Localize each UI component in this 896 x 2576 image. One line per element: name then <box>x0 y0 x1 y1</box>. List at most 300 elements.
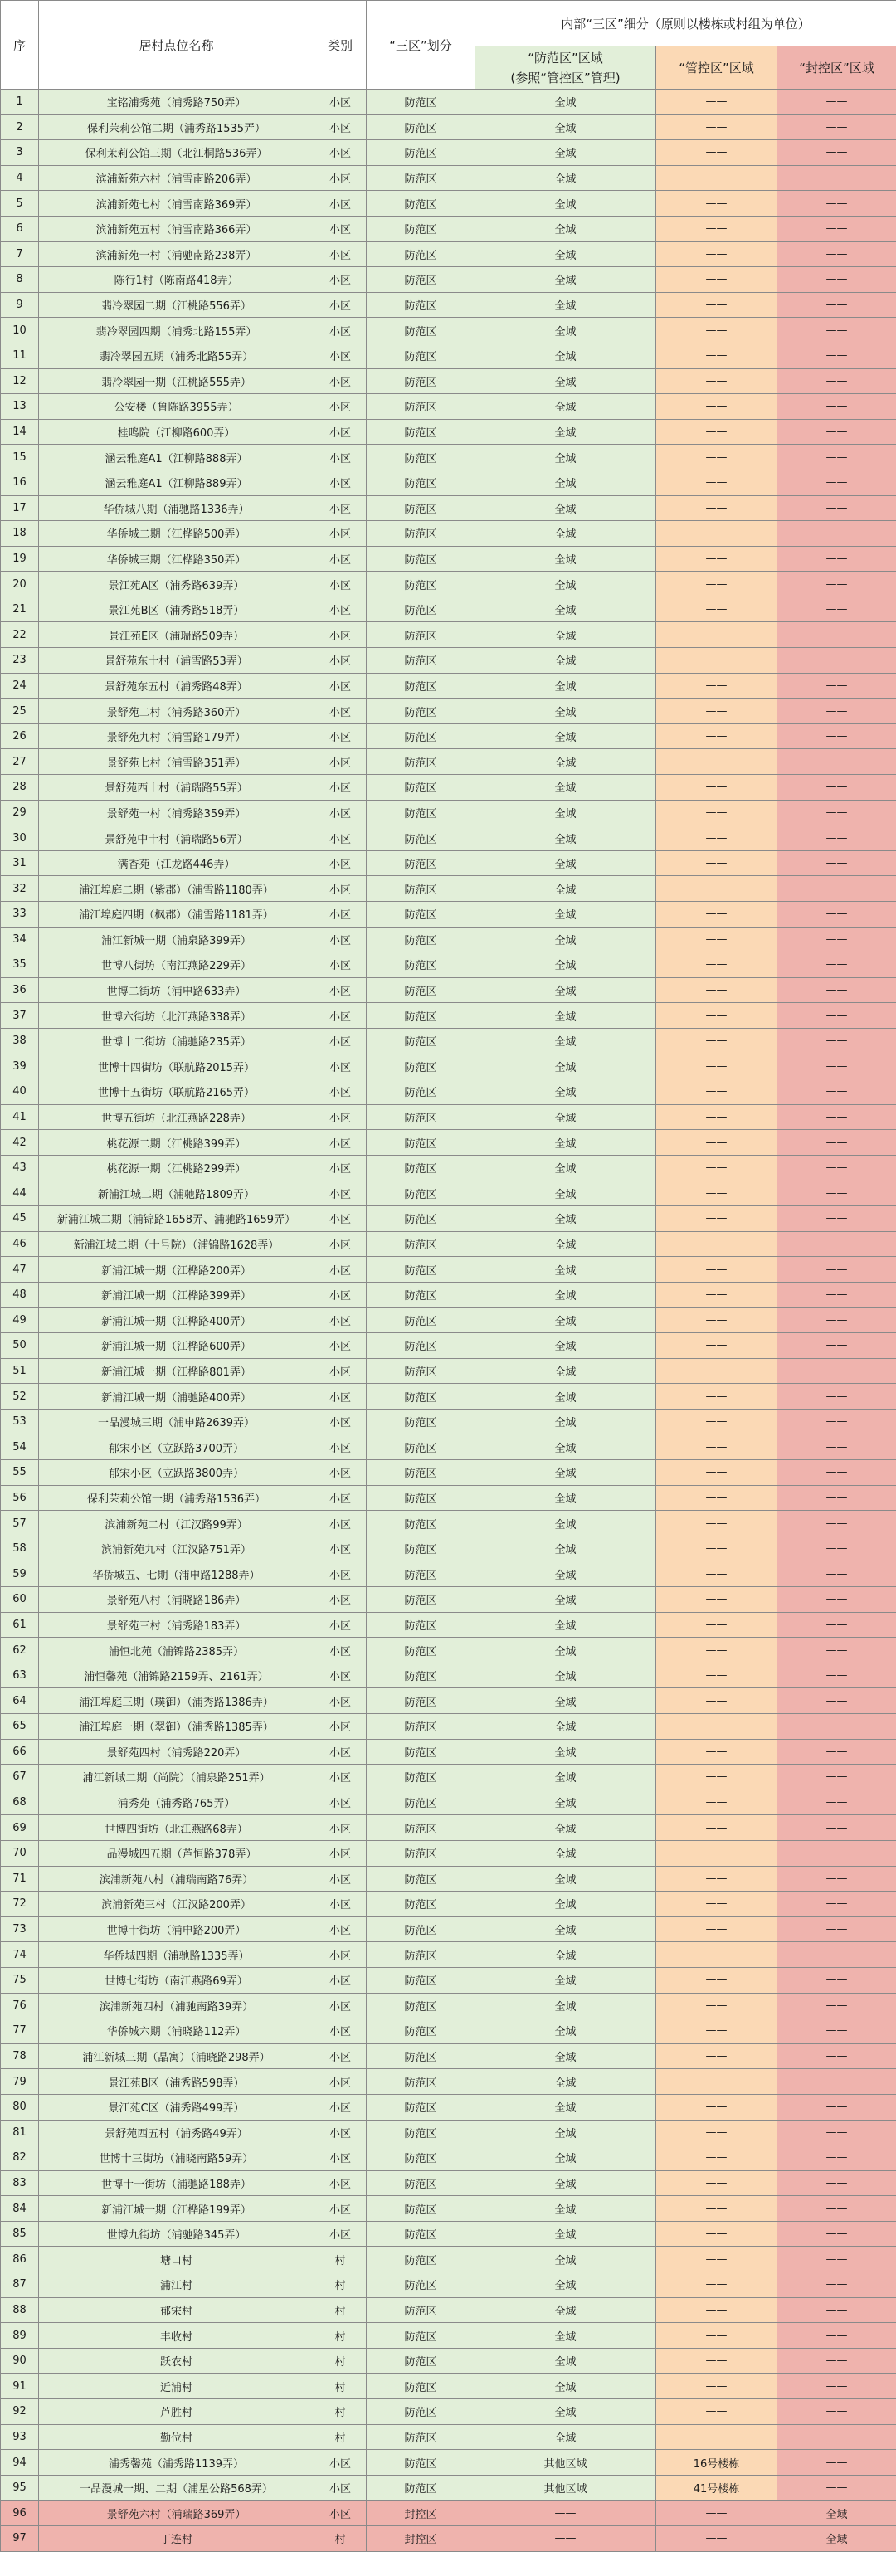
cell-seq: 3 <box>1 140 39 166</box>
cell-site-name: 桃花源一期（江桃路299弄） <box>39 1155 314 1181</box>
cell-fangfan: 全域 <box>475 1181 656 1206</box>
cell-fangfan: 全域 <box>475 1511 656 1536</box>
cell-category: 小区 <box>314 1638 367 1663</box>
cell-site-name: 新浦江城一期（江桦路399弄） <box>39 1282 314 1307</box>
cell-site-name: 景舒苑东十村（浦雪路53弄） <box>39 648 314 674</box>
table-row <box>1 2374 896 2399</box>
col-header-inner-subdivision: 内部“三区”细分（原则以楼栋或村组为单位） <box>475 1 896 46</box>
cell-seq: 60 <box>1 1587 39 1613</box>
cell-seq: 93 <box>1 2424 39 2450</box>
cell-site-name: 新浦江城一期（浦驰路400弄） <box>39 1384 314 1410</box>
cell-seq: 6 <box>1 216 39 241</box>
table-row <box>1 165 896 191</box>
cell-category: 小区 <box>314 191 367 217</box>
cell-fangfan: 全域 <box>475 2043 656 2069</box>
cell-category: 小区 <box>314 2196 367 2222</box>
cell-zone: 防范区 <box>367 597 475 622</box>
table-row <box>1 2221 896 2247</box>
table-row <box>1 2247 896 2272</box>
table-row <box>1 2475 896 2501</box>
cell-guankong: —— <box>656 1460 777 1486</box>
cell-zone: 防范区 <box>367 850 475 876</box>
cell-guankong: —— <box>656 419 777 445</box>
col-header-fangfan <box>475 46 656 90</box>
cell-zone: 防范区 <box>367 1511 475 1536</box>
cell-category: 小区 <box>314 2120 367 2145</box>
table-row <box>1 2526 896 2552</box>
cell-seq: 81 <box>1 2120 39 2145</box>
cell-fengkong: —— <box>777 1181 896 1206</box>
cell-site-name: 翡冷翠园一期（江桃路555弄） <box>39 368 314 394</box>
cell-fengkong: —— <box>777 1384 896 1410</box>
cell-zone: 防范区 <box>367 1384 475 1410</box>
cell-category: 小区 <box>314 2450 367 2476</box>
cell-fengkong: —— <box>777 2323 896 2349</box>
cell-fengkong: —— <box>777 2374 896 2399</box>
col-header-name: 居村点位名称 <box>39 1 314 90</box>
cell-seq: 52 <box>1 1384 39 1410</box>
cell-seq: 92 <box>1 2399 39 2425</box>
cell-fengkong: —— <box>777 1409 896 1434</box>
cell-site-name: 浦江埠庭二期（紫郡）（浦雪路1180弄） <box>39 876 314 902</box>
cell-zone: 防范区 <box>367 749 475 775</box>
table-row <box>1 1942 896 1968</box>
cell-zone: 防范区 <box>367 2323 475 2349</box>
cell-site-name: 滨浦新苑八村（浦瑞南路76弄） <box>39 1866 314 1892</box>
cell-zone: 防范区 <box>367 2094 475 2120</box>
table-row <box>1 1536 896 1561</box>
cell-fangfan: 全域 <box>475 2399 656 2425</box>
cell-fangfan: 全域 <box>475 495 656 521</box>
table-body <box>1 90 896 2552</box>
cell-guankong: —— <box>656 648 777 674</box>
cell-site-name: 世博七街坊（南江燕路69弄） <box>39 1967 314 1993</box>
cell-fengkong: —— <box>777 1155 896 1181</box>
table-row <box>1 1028 896 1054</box>
cell-fangfan: 全域 <box>475 1688 656 1714</box>
cell-fengkong: —— <box>777 2424 896 2450</box>
cell-site-name: 景江苑C区（浦秀路499弄） <box>39 2094 314 2120</box>
cell-zone: 防范区 <box>367 775 475 801</box>
cell-fangfan: 全域 <box>475 673 656 699</box>
cell-site-name: 桃花源二期（江桃路399弄） <box>39 1130 314 1156</box>
cell-guankong: —— <box>656 2297 777 2323</box>
cell-guankong: —— <box>656 1079 777 1105</box>
cell-seq: 64 <box>1 1688 39 1714</box>
cell-seq: 27 <box>1 749 39 775</box>
cell-fangfan: 全域 <box>475 977 656 1003</box>
cell-guankong: —— <box>656 977 777 1003</box>
cell-zone: 防范区 <box>367 1079 475 1105</box>
cell-fangfan: 全域 <box>475 2145 656 2171</box>
cell-seq: 4 <box>1 165 39 191</box>
cell-site-name: 新浦江城二期（十号院）（浦锦路1628弄） <box>39 1231 314 1257</box>
cell-fengkong: 全域 <box>777 2526 896 2552</box>
cell-category: 小区 <box>314 1688 367 1714</box>
table-row <box>1 1815 896 1841</box>
cell-fengkong: —— <box>777 267 896 293</box>
cell-seq: 42 <box>1 1130 39 1156</box>
table-row <box>1 2348 896 2374</box>
cell-fangfan: 全域 <box>475 216 656 241</box>
cell-zone: 防范区 <box>367 1612 475 1638</box>
cell-seq: 46 <box>1 1231 39 1257</box>
cell-seq: 66 <box>1 1739 39 1765</box>
cell-category: 村 <box>314 2348 367 2374</box>
table-row <box>1 2120 896 2145</box>
table-row <box>1 1511 896 1536</box>
table-row <box>1 2145 896 2171</box>
cell-fangfan: —— <box>475 2501 656 2526</box>
cell-fengkong: —— <box>777 292 896 318</box>
cell-category: 小区 <box>314 1409 367 1434</box>
cell-seq: 80 <box>1 2094 39 2120</box>
cell-seq: 55 <box>1 1460 39 1486</box>
cell-site-name: 华侨城五、七期（浦申路1288弄） <box>39 1561 314 1587</box>
cell-fengkong: —— <box>777 1257 896 1283</box>
cell-seq: 2 <box>1 114 39 140</box>
cell-category: 小区 <box>314 1790 367 1815</box>
cell-seq: 84 <box>1 2196 39 2222</box>
cell-fengkong: —— <box>777 2069 896 2095</box>
cell-site-name: 涵云雅庭A1（江柳路888弄） <box>39 445 314 470</box>
cell-fangfan: 全域 <box>475 1739 656 1765</box>
cell-guankong: —— <box>656 470 777 495</box>
table-row <box>1 191 896 217</box>
cell-fangfan: 其他区域 <box>475 2475 656 2501</box>
cell-fengkong: —— <box>777 521 896 547</box>
cell-category: 小区 <box>314 977 367 1003</box>
cell-zone: 防范区 <box>367 2475 475 2501</box>
cell-site-name: 景舒苑八村（浦晓路186弄） <box>39 1587 314 1613</box>
cell-category: 小区 <box>314 318 367 343</box>
cell-fengkong: —— <box>777 775 896 801</box>
cell-fengkong: —— <box>777 1587 896 1613</box>
cell-fengkong: —— <box>777 749 896 775</box>
cell-zone: 防范区 <box>367 368 475 394</box>
cell-site-name: 新浦江城二期（浦驰路1809弄） <box>39 1181 314 1206</box>
cell-site-name: 浦秀馨苑（浦秀路1139弄） <box>39 2450 314 2476</box>
table-row <box>1 1384 896 1410</box>
cell-guankong: —— <box>656 2526 777 2552</box>
cell-category: 小区 <box>314 394 367 420</box>
cell-guankong: —— <box>656 622 777 648</box>
cell-zone: 防范区 <box>367 1307 475 1333</box>
cell-seq: 12 <box>1 368 39 394</box>
cell-site-name: 世博二街坊（浦申路633弄） <box>39 977 314 1003</box>
cell-seq: 73 <box>1 1916 39 1942</box>
cell-site-name: 世博十三街坊（浦晓南路59弄） <box>39 2145 314 2171</box>
cell-guankong: —— <box>656 699 777 724</box>
cell-zone: 防范区 <box>367 1206 475 1232</box>
table-row <box>1 825 896 851</box>
cell-guankong: —— <box>656 445 777 470</box>
table-row <box>1 1181 896 1206</box>
cell-seq: 36 <box>1 977 39 1003</box>
cell-fengkong: —— <box>777 2221 896 2247</box>
cell-zone: 防范区 <box>367 902 475 928</box>
cell-seq: 37 <box>1 1003 39 1029</box>
cell-zone: 防范区 <box>367 394 475 420</box>
cell-fangfan: 全域 <box>475 1104 656 1130</box>
cell-category: 小区 <box>314 622 367 648</box>
cell-fengkong: —— <box>777 2348 896 2374</box>
cell-fangfan: 全域 <box>475 546 656 572</box>
cell-fengkong: —— <box>777 1536 896 1561</box>
cell-fengkong: —— <box>777 1815 896 1841</box>
cell-seq: 48 <box>1 1282 39 1307</box>
cell-fangfan: 全域 <box>475 90 656 115</box>
cell-fangfan: 全域 <box>475 394 656 420</box>
cell-zone: 防范区 <box>367 876 475 902</box>
cell-fengkong: —— <box>777 927 896 952</box>
cell-fangfan: 全域 <box>475 2247 656 2272</box>
cell-guankong: —— <box>656 1840 777 1866</box>
cell-fangfan: 全域 <box>475 1714 656 1740</box>
cell-zone: 防范区 <box>367 1054 475 1079</box>
cell-fangfan: 全域 <box>475 1663 656 1688</box>
cell-fangfan: 全域 <box>475 699 656 724</box>
cell-fengkong: —— <box>777 1739 896 1765</box>
table-row <box>1 876 896 902</box>
cell-site-name: 景舒苑一村（浦秀路359弄） <box>39 800 314 825</box>
cell-category: 小区 <box>314 1866 367 1892</box>
cell-fengkong: —— <box>777 1714 896 1740</box>
cell-fangfan: 全域 <box>475 2094 656 2120</box>
cell-zone: 防范区 <box>367 2399 475 2425</box>
cell-category: 小区 <box>314 292 367 318</box>
cell-seq: 53 <box>1 1409 39 1434</box>
cell-site-name: 一品漫城四五期（芦恒路378弄） <box>39 1840 314 1866</box>
cell-fengkong: —— <box>777 191 896 217</box>
cell-fangfan: 全域 <box>475 521 656 547</box>
cell-fangfan: 全域 <box>475 2272 656 2298</box>
cell-guankong: —— <box>656 1916 777 1942</box>
table-row <box>1 114 896 140</box>
cell-zone: 防范区 <box>367 114 475 140</box>
cell-guankong: —— <box>656 927 777 952</box>
cell-seq: 54 <box>1 1434 39 1460</box>
cell-zone: 防范区 <box>367 241 475 267</box>
cell-seq: 62 <box>1 1638 39 1663</box>
cell-fengkong: —— <box>777 648 896 674</box>
cell-zone: 防范区 <box>367 1892 475 1917</box>
cell-guankong: —— <box>656 1942 777 1968</box>
cell-guankong: —— <box>656 1612 777 1638</box>
cell-guankong: —— <box>656 2424 777 2450</box>
cell-fengkong: —— <box>777 1866 896 1892</box>
cell-seq: 71 <box>1 1866 39 1892</box>
cell-fengkong: —— <box>777 1307 896 1333</box>
cell-site-name: 滨浦新苑六村（浦雪南路206弄） <box>39 165 314 191</box>
cell-site-name: 滨浦新苑一村（浦驰南路238弄） <box>39 241 314 267</box>
cell-seq: 63 <box>1 1663 39 1688</box>
cell-zone: 防范区 <box>367 1790 475 1815</box>
table-row <box>1 1739 896 1765</box>
cell-site-name: 浦江埠庭一期（翠御）（浦秀路1385弄） <box>39 1714 314 1740</box>
table-row <box>1 2501 896 2526</box>
cell-site-name: 桂鸣院（江柳路600弄） <box>39 419 314 445</box>
cell-site-name: 华侨城二期（江桦路500弄） <box>39 521 314 547</box>
table-row <box>1 241 896 267</box>
cell-category: 村 <box>314 2374 367 2399</box>
cell-fangfan: 全域 <box>475 1054 656 1079</box>
cell-site-name: 景舒苑东五村（浦秀路48弄） <box>39 673 314 699</box>
cell-category: 小区 <box>314 1916 367 1942</box>
cell-guankong: —— <box>656 952 777 978</box>
cell-zone: 防范区 <box>367 1181 475 1206</box>
cell-zone: 防范区 <box>367 2247 475 2272</box>
cell-seq: 88 <box>1 2297 39 2323</box>
cell-category: 小区 <box>314 216 367 241</box>
cell-fengkong: —— <box>777 1663 896 1688</box>
cell-seq: 19 <box>1 546 39 572</box>
cell-guankong: —— <box>656 1358 777 1384</box>
cell-fengkong: —— <box>777 1282 896 1307</box>
cell-site-name: 浦江新城一期（浦泉路399弄） <box>39 927 314 952</box>
cell-fengkong: —— <box>777 165 896 191</box>
cell-seq: 32 <box>1 876 39 902</box>
cell-zone: 防范区 <box>367 191 475 217</box>
cell-fengkong: —— <box>777 2043 896 2069</box>
cell-fengkong: —— <box>777 1840 896 1866</box>
table-row <box>1 419 896 445</box>
cell-category: 小区 <box>314 673 367 699</box>
cell-zone: 防范区 <box>367 2120 475 2145</box>
cell-site-name: 陈行1村（陈南路418弄） <box>39 267 314 293</box>
cell-site-name: 跃农村 <box>39 2348 314 2374</box>
table-row <box>1 2297 896 2323</box>
cell-site-name: 华侨城八期（浦驰路1336弄） <box>39 495 314 521</box>
cell-site-name: 芦胜村 <box>39 2399 314 2425</box>
cell-seq: 10 <box>1 318 39 343</box>
cell-fengkong: —— <box>777 952 896 978</box>
table-row <box>1 1561 896 1587</box>
cell-guankong: —— <box>656 495 777 521</box>
cell-guankong: —— <box>656 2501 777 2526</box>
cell-seq: 97 <box>1 2526 39 2552</box>
table-row <box>1 1434 896 1460</box>
cell-fangfan: 全域 <box>475 2323 656 2349</box>
cell-category: 小区 <box>314 902 367 928</box>
cell-site-name: 景舒苑中十村（浦瑞路56弄） <box>39 825 314 851</box>
cell-zone: 防范区 <box>367 1815 475 1841</box>
cell-fangfan: 全域 <box>475 1206 656 1232</box>
table-row <box>1 850 896 876</box>
cell-fengkong: —— <box>777 140 896 166</box>
cell-site-name: 浦江新城三期（晶寓）（浦晓路298弄） <box>39 2043 314 2069</box>
table-row <box>1 927 896 952</box>
cell-category: 小区 <box>314 419 367 445</box>
cell-zone: 防范区 <box>367 1333 475 1359</box>
cell-site-name: 浦恒北苑（浦锦路2385弄） <box>39 1638 314 1663</box>
cell-site-name: 一品漫城一期、二期（浦星公路568弄） <box>39 2475 314 2501</box>
cell-guankong: —— <box>656 1384 777 1410</box>
col-header-fengkong: “封控区”区域 <box>777 46 896 90</box>
table-row <box>1 1079 896 1105</box>
cell-zone: 防范区 <box>367 2170 475 2196</box>
cell-guankong: —— <box>656 800 777 825</box>
table-row <box>1 2272 896 2298</box>
cell-category: 小区 <box>314 1612 367 1638</box>
cell-fengkong: —— <box>777 1206 896 1232</box>
cell-zone: 防范区 <box>367 343 475 368</box>
cell-fengkong: —— <box>777 2247 896 2272</box>
table-row <box>1 1231 896 1257</box>
cell-guankong: —— <box>656 1993 777 2018</box>
cell-guankong: —— <box>656 1130 777 1156</box>
cell-site-name: 勤位村 <box>39 2424 314 2450</box>
cell-category: 小区 <box>314 952 367 978</box>
cell-zone: 防范区 <box>367 927 475 952</box>
cell-category: 小区 <box>314 749 367 775</box>
cell-category: 小区 <box>314 597 367 622</box>
cell-site-name: 世博六街坊（北江燕路338弄） <box>39 1003 314 1029</box>
cell-fengkong: —— <box>777 850 896 876</box>
cell-guankong: —— <box>656 1739 777 1765</box>
cell-fengkong: —— <box>777 825 896 851</box>
cell-seq: 17 <box>1 495 39 521</box>
cell-category: 小区 <box>314 495 367 521</box>
cell-category: 小区 <box>314 1231 367 1257</box>
cell-zone: 防范区 <box>367 318 475 343</box>
cell-fangfan: 全域 <box>475 2424 656 2450</box>
cell-seq: 68 <box>1 1790 39 1815</box>
cell-site-name: 浦江埠庭三期（璞御）（浦秀路1386弄） <box>39 1688 314 1714</box>
cell-category: 村 <box>314 2247 367 2272</box>
cell-fengkong: —— <box>777 1485 896 1511</box>
cell-seq: 30 <box>1 825 39 851</box>
cell-seq: 69 <box>1 1815 39 1841</box>
cell-fangfan: 全域 <box>475 1003 656 1029</box>
cell-site-name: 翡冷翠园五期（浦秀北路55弄） <box>39 343 314 368</box>
cell-fangfan: 全域 <box>475 2221 656 2247</box>
cell-guankong: —— <box>656 775 777 801</box>
cell-zone: 防范区 <box>367 267 475 293</box>
cell-seq: 40 <box>1 1079 39 1105</box>
cell-fengkong: —— <box>777 343 896 368</box>
cell-guankong: —— <box>656 1003 777 1029</box>
cell-fangfan: 全域 <box>475 267 656 293</box>
cell-category: 小区 <box>314 1765 367 1790</box>
table-row <box>1 394 896 420</box>
cell-zone: 防范区 <box>367 90 475 115</box>
cell-fengkong: —— <box>777 977 896 1003</box>
cell-category: 小区 <box>314 572 367 597</box>
cell-category: 小区 <box>314 2221 367 2247</box>
cell-fengkong: —— <box>777 1054 896 1079</box>
cell-fengkong: —— <box>777 1765 896 1790</box>
table-row <box>1 673 896 699</box>
cell-category: 小区 <box>314 1333 367 1359</box>
cell-guankong: —— <box>656 1104 777 1130</box>
cell-seq: 72 <box>1 1892 39 1917</box>
cell-site-name: 世博四街坊（北江燕路68弄） <box>39 1815 314 1841</box>
table-row <box>1 140 896 166</box>
cell-fangfan: 全域 <box>475 1358 656 1384</box>
table-row <box>1 318 896 343</box>
cell-seq: 96 <box>1 2501 39 2526</box>
cell-category: 小区 <box>314 1587 367 1613</box>
cell-zone: 防范区 <box>367 622 475 648</box>
cell-site-name: 郁宋村 <box>39 2297 314 2323</box>
cell-site-name: 景江苑B区（浦秀路598弄） <box>39 2069 314 2095</box>
cell-fengkong: —— <box>777 394 896 420</box>
cell-category: 小区 <box>314 521 367 547</box>
cell-site-name: 景舒苑九村（浦雪路179弄） <box>39 723 314 749</box>
cell-fengkong: —— <box>777 2450 896 2476</box>
cell-seq: 74 <box>1 1942 39 1968</box>
